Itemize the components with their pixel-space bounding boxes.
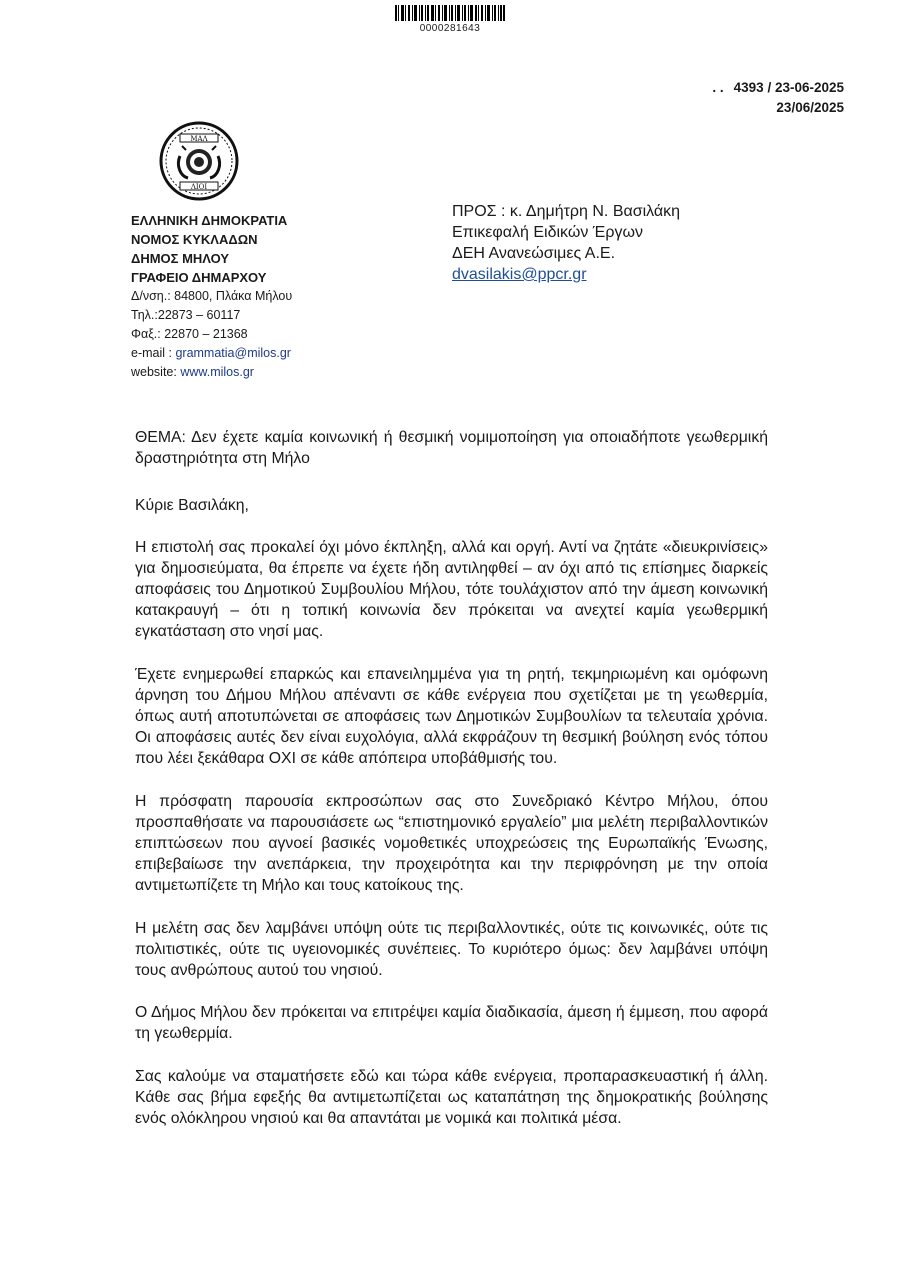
- recipient-company: ΔΕΗ Ανανεώσιμες Α.Ε.: [452, 245, 616, 262]
- recipient-block: [452, 201, 680, 285]
- sender-website-row: [131, 363, 292, 382]
- sender-prefecture: ΝΟΜΟΣ ΚΥΚΛΑΔΩΝ: [131, 232, 258, 247]
- recipient-name: ΠΡΟΣ : κ. Δημήτρη Ν. Βασιλάκη: [452, 203, 681, 220]
- letter-paragraph: Έχετε ενημερωθεί επαρκώς και επανειλημμένα για τη ρητή, τεκμηριωμένη και ομόφωνη άρνηση του Δήμου Μήλου απέναντι σε κάθε ενέργεια που σχετίζεται με τη γεωθερμία, όπως αυτή αποτυπώνεται σε αποφάσεις των Δημοτικών Συμβουλίων τα τελευταία χρόνια. Οι αποφάσεις αυτές δεν είναι ευχολόγια, αλλά εκφράζουν τη θεσμική βούληση ενός τόπου που λέει ξεκάθαρα ΟΧΙ σε κάθε απόπειρα υποβάθμισής του.: [135, 665, 768, 768]
- protocol-dots: . .: [712, 80, 724, 95]
- municipal-seal: [158, 120, 240, 202]
- letter-paragraph: Η επιστολή σας προκαλεί όχι μόνο έκπληξη, αλλά και οργή. Αντί να ζητάτε «διευκρινίσεις» για δημοσιεύματα, θα έπρεπε να έχετε ήδη αντιληφθεί – αν όχι από τις επίσημες διαρκείς αποφάσεις του Δημοτικού Συμβουλίου Μήλου, τότε τουλάχιστον από την άμεση κοινωνική κατακραυγή – ότι η τοπική κοινωνία δεν πρόκειται να ανεχτεί καμία γεωθερμική εγκατάσταση στο νησί μας.: [135, 538, 768, 641]
- svg-text:ΜΑΛ: ΜΑΛ: [190, 135, 208, 143]
- barcode: [395, 5, 505, 21]
- letter-paragraph: Ο Δήμος Μήλου δεν πρόκειται να επιτρέψει καμία διαδικασία, άμεση ή έμμεση, που αφορά τη γεωθερμία.: [135, 1004, 768, 1043]
- letter-subject: ΘΕΜΑ: Δεν έχετε καμία κοινωνική ή θεσμική νομιμοποίηση για οποιαδήποτε γεωθερμική δραστηριότητα στη Μήλο: [135, 429, 768, 468]
- recipient-email-link[interactable]: dvasilakis@ppcr.gr: [452, 266, 587, 283]
- letter-body: [135, 427, 768, 1150]
- sender-email-label: e-mail :: [131, 346, 176, 360]
- sender-republic: ΕΛΛΗΝΙΚΗ ΔΗΜΟΚΡΑΤΙΑ: [131, 213, 288, 228]
- letter-paragraph: Η μελέτη σας δεν λαμβάνει υπόψη ούτε τις περιβαλλοντικές, ούτε τις κοινωνικές, ούτε τις πολιτιστικές, ούτε τις υγειονομικές συνέπειες. Το κυριότερο όμως: δεν λαμβάνει υπόψη τους ανθρώπους αυτού του νησιού.: [135, 919, 768, 980]
- ancient-coin-seal-icon: [158, 120, 240, 202]
- sender-email-link[interactable]: grammatia@milos.gr: [175, 346, 291, 360]
- sender-website-link[interactable]: www.milos.gr: [180, 365, 254, 379]
- sender-block: [131, 211, 292, 382]
- recipient-title: Επικεφαλή Ειδικών Έργων: [452, 224, 643, 241]
- letter-date: 23/06/2025: [776, 100, 844, 115]
- letter-greeting: Κύριε Βασιλάκη,: [135, 497, 249, 515]
- protocol-number: 4393 / 23-06-2025: [733, 80, 844, 95]
- protocol-block: [712, 78, 844, 118]
- sender-office: ΓΡΑΦΕΙΟ ΔΗΜΑΡΧΟΥ: [131, 270, 267, 285]
- sender-phone: Τηλ.:22873 – 60117: [131, 308, 241, 322]
- sender-address: Δ/νση.: 84800, Πλάκα Μήλου: [131, 289, 293, 303]
- sender-email-row: [131, 344, 292, 363]
- sender-website-label: website:: [131, 365, 181, 379]
- letter-paragraph: Η πρόσφατη παρουσία εκπροσώπων σας στο Συνεδριακό Κέντρο Μήλου, όπου προσπαθήσατε να παρουσιάσετε ως “επιστημονικό εργαλείο” μια μελέτη περιβαλλοντικών επιπτώσεων που αγνοεί βασικές νομοθετικές υποχρεώσεις της Ευρωπαϊκής Ένωσης, επιβεβαίωσε την ανεπάρκεια, την προχειρότητα και την περιφρόνηση με την οποία αντιμετωπίζετε τη Μήλο και τους κατοίκους της.: [135, 792, 768, 895]
- sender-fax: Φαξ.: 22870 – 21368: [131, 327, 248, 341]
- svg-text:ΛΙΟΙ: ΛΙΟΙ: [190, 183, 208, 191]
- barcode-number: 0000281643: [419, 23, 481, 34]
- barcode-icon: [395, 5, 505, 21]
- sender-municipality: ΔΗΜΟΣ ΜΗΛΟΥ: [131, 251, 230, 266]
- letter-paragraph: Σας καλούμε να σταματήσετε εδώ και τώρα κάθε ενέργεια, προπαρασκευαστική ή άλλη. Κάθε σας βήμα εφεξής θα αντιμετωπίζεται ως καταπάτηση της δημοκρατικής βούλησης ενός ολόκληρου νησιού και θα απαντάται με νομικά και πολιτικά μέσα.: [135, 1067, 768, 1128]
